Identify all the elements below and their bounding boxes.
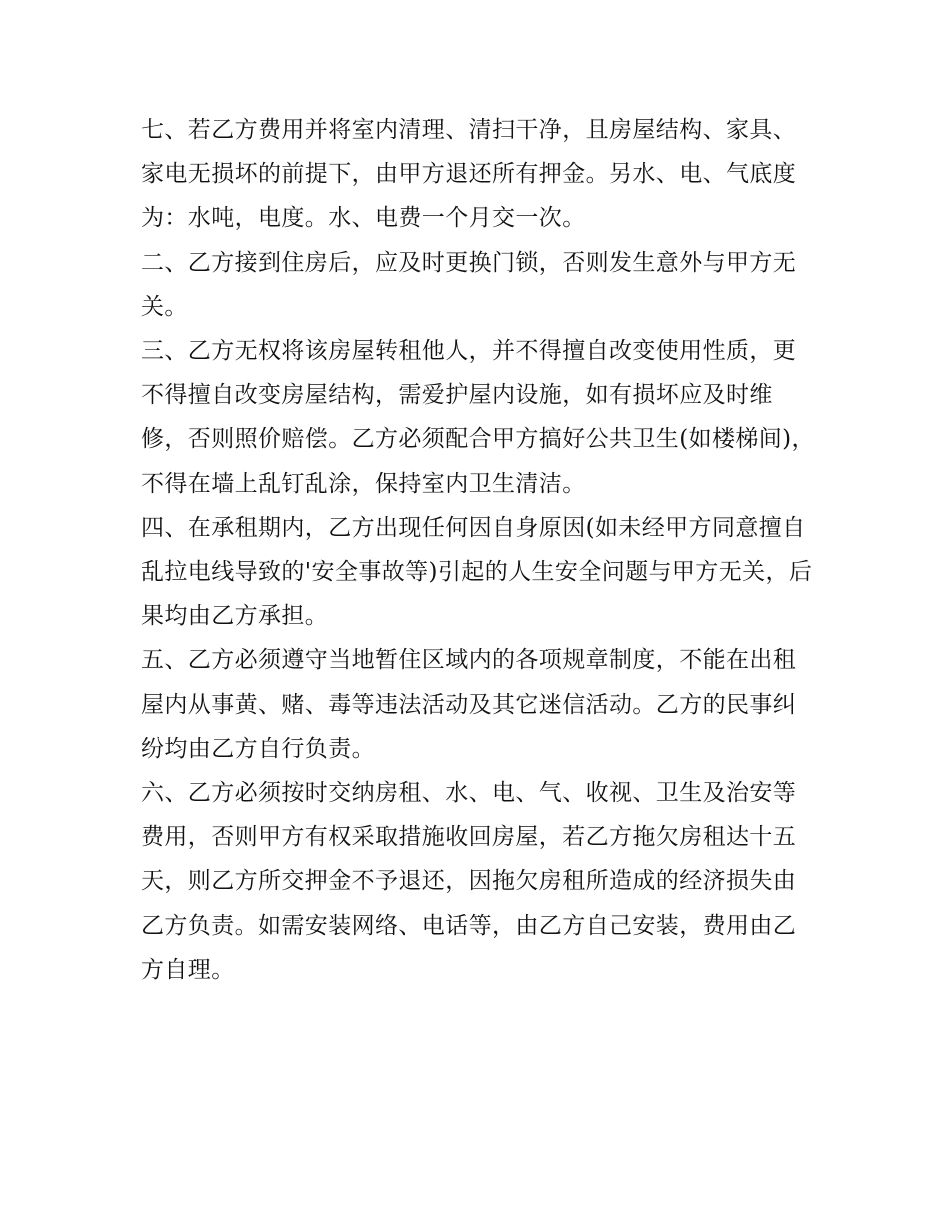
clause-seven: 七、若乙方费用并将室内清理、清扫干净，且房屋结构、家具、家电无损坏的前提下，由甲方退还所有押金。另水、电、气底度为：水吨，电度。水、电费一个月交一次。	[141, 117, 797, 232]
clause-six: 六、乙方必须按时交纳房租、水、电、气、收视、卫生及治安等费用，否则甲方有权采取措施收回房屋，若乙方拖欠房租达十五天，则乙方所交押金不予退还，因拖欠房租所造成的经济损失由乙方负责。如需安装网络、电话等，由乙方自己安装，费用由乙方自理。	[141, 780, 797, 983]
clause-two: 二、乙方接到住房后，应及时更换门锁，否则发生意外与甲方无关。	[141, 249, 797, 320]
clause-four: 四、在承租期内，乙方出现任何因自身原因(如未经甲方同意擅自乱拉电线导致的'安全事故等)引起的人生安全问题与甲方无关，后果均由乙方承担。	[141, 514, 813, 630]
clause-three: 三、乙方无权将该房屋转租他人，并不得擅自改变使用性质，更不得擅自改变房屋结构，需爱护屋内设施，如有损坏应及时维修，否则照价赔偿。乙方必须配合甲方搞好公共卫生(如楼梯间)，不得在墙上乱钉乱涂，保持室内卫生清洁。	[141, 338, 815, 497]
document-body	[141, 108, 816, 992]
clause-five: 五、乙方必须遵守当地暂住区域内的各项规章制度，不能在出租屋内从事黄、赌、毒等违法活动及其它迷信活动。乙方的民事纠纷均由乙方自行负责。	[141, 647, 797, 762]
